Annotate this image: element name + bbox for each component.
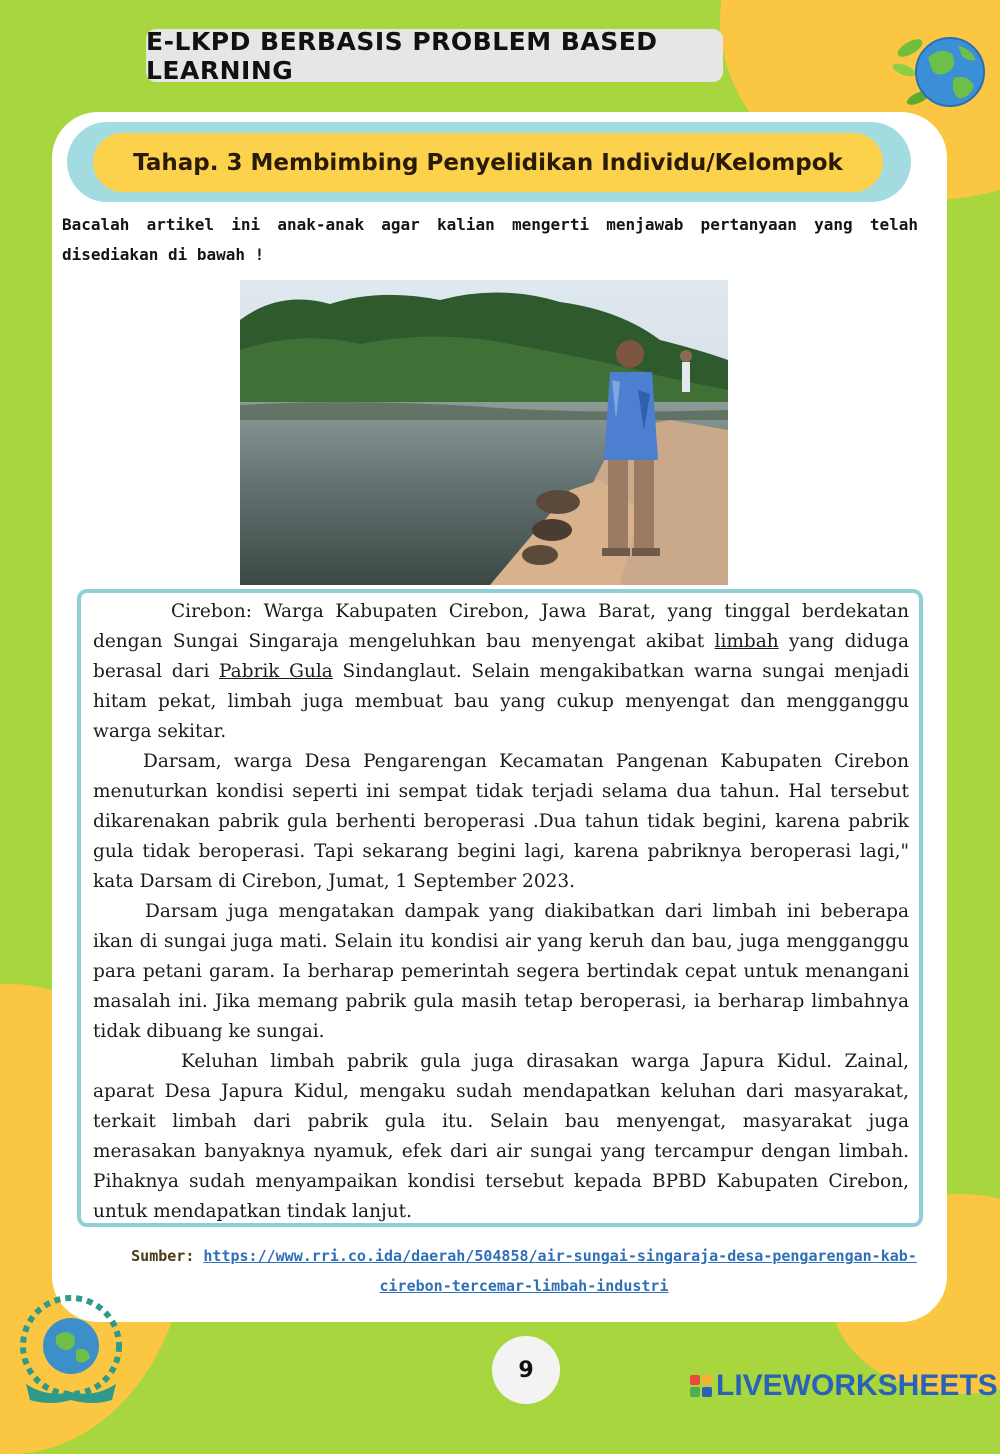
article-paragraph-1: [93, 597, 909, 747]
source-citation: [124, 1241, 924, 1301]
eco-globe-hands-icon: [8, 1288, 134, 1408]
article-text: yang diduga berasal dari: [93, 631, 910, 682]
pabrik-gula-link[interactable]: Pabrik Gula: [219, 661, 333, 682]
stage-title: Tahap. 3 Membimbing Penyelidikan Individu/Kelompok: [93, 133, 883, 192]
globe-with-leaves-icon: [888, 28, 988, 112]
liveworksheets-brand: [690, 1366, 998, 1406]
liveworksheets-logo-icon: [690, 1375, 712, 1397]
instruction-text: Bacalah artikel ini anak-anak agar kalian mengerti menjawab pertanyaan yang telah disediakan di bawah !: [62, 215, 918, 264]
article-text: Sindanglaut. Selain mengakibatkan warna sungai menjadi hitam pekat, limbah juga membuat bau yang cukup menyengat dan mengganggu warga sekitar.: [93, 661, 910, 742]
source-link[interactable]: https://www.rri.co.ida/daerah/504858/air-sungai-singaraja-desa-pengarengan-kab-cirebon-tercemar-limbah-industri: [203, 1247, 917, 1295]
page-number: 9: [492, 1336, 560, 1404]
article-box: [77, 589, 923, 1227]
brand-text: LIVEWORKSHEETS: [716, 1369, 998, 1402]
header-title: E-LKPD BERBASIS PROBLEM BASED LEARNING: [146, 29, 723, 82]
source-label: Sumber:: [131, 1247, 195, 1265]
limbah-link[interactable]: limbah: [714, 631, 779, 652]
article-text: Cirebon: Warga Kabupaten Cirebon, Jawa Barat, yang tinggal berdekatan dengan Sungai Singaraja mengeluhkan bau menyengat akibat: [93, 601, 909, 652]
polluted-river-photo: [240, 280, 728, 585]
article-paragraph-2: Darsam, warga Desa Pengarengan Kecamatan Pangenan Kabupaten Cirebon menuturkan kondisi seperti ini sempat tidak terjadi selama dua tahun. Hal tersebut dikarenakan pabrik gula berhenti beroperasi .Dua tahun tidak begini, karena pabrik gula tidak beroperasi. Tapi sekarang begini lagi, karena pabriknya beroperasi lagi," kata Darsam di Cirebon, Jumat, 1 September 2023.: [93, 751, 909, 892]
article-paragraph-4: Keluhan limbah pabrik gula juga dirasakan warga Japura Kidul. Zainal, aparat Desa Japura Kidul, mengaku sudah mendapatkan keluhan dari masyarakat, terkait limbah dari pabrik gula itu. Selain bau menyengat, masyarakat juga merasakan banyaknya nyamuk, efek dari air sungai yang tercampur dengan limbah. Pihaknya sudah menyampaikan kondisi tersebut kepada BPBD Kabupaten Cirebon, untuk mendapatkan tindak lanjut.: [93, 1051, 909, 1222]
article-paragraph-3: Darsam juga mengatakan dampak yang diakibatkan dari limbah ini beberapa ikan di sungai juga mati. Selain itu kondisi air yang keruh dan bau, juga mengganggu para petani garam. Ia berharap pemerintah segera bertindak cepat untuk menangani masalah ini. Jika memang pabrik gula masih tetap beroperasi, ia berharap limbahnya tidak dibuang ke sungai.: [93, 901, 909, 1042]
